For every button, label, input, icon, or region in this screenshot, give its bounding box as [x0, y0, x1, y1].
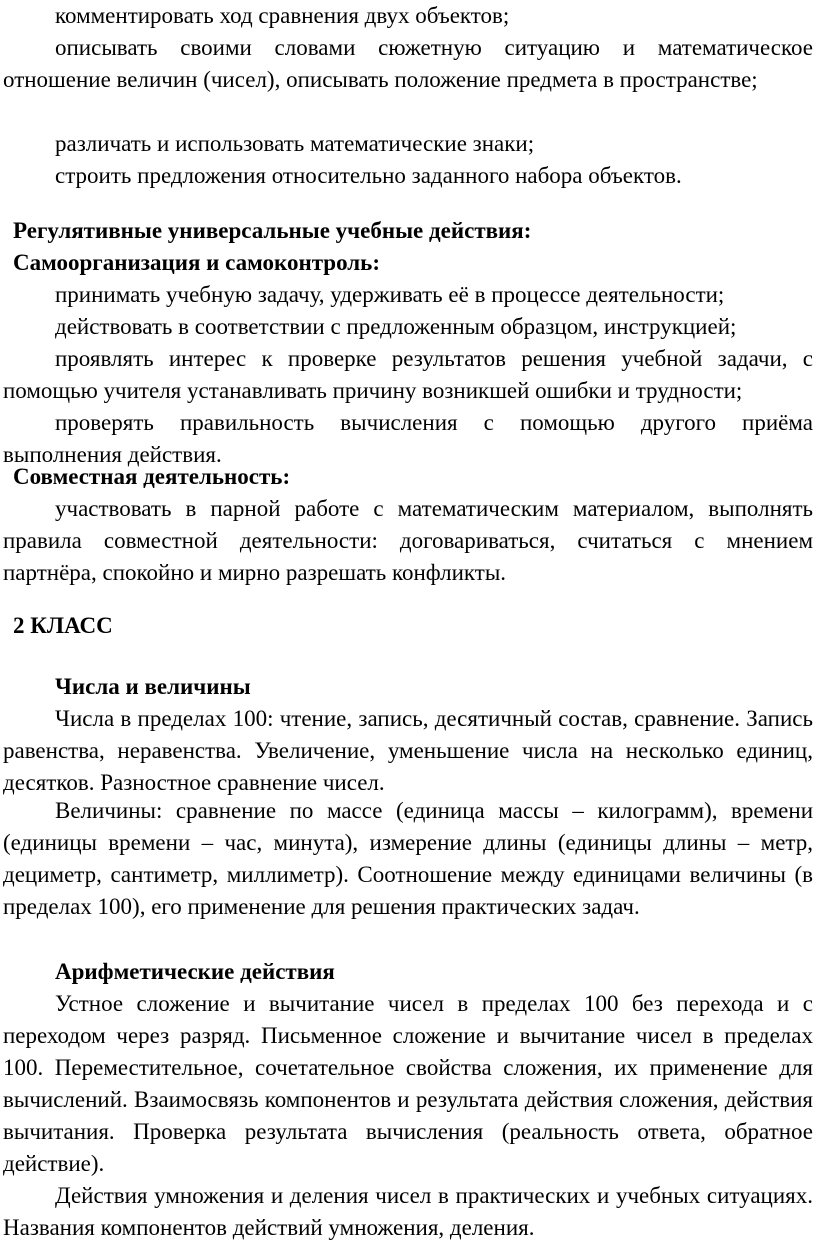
paragraph: Действия умножения и деления чисел в практических и учебных ситуациях. Названия компонентов действий умножения, деления. — [3, 1183, 813, 1240]
section-heading-arithmetic: Арифметические действия — [55, 959, 335, 984]
paragraph: проявлять интерес к проверке результатов решения учебной задачи, с помощью учителя устанавливать причину возникшей ошибки и трудности; — [3, 346, 813, 403]
section-heading-numbers: Числа и величины — [55, 674, 251, 699]
list-item: строить предложения относительно заданного набора объектов. — [55, 163, 682, 188]
paragraph: Устное сложение и вычитание чисел в пределах 100 без перехода и с переходом через разряд. Письменное сложение и вычитание чисел в пределах 100. Переместительное, сочетательное свойства сложения, их применение для вычислений. Взаимосвязь компонентов и результата действия сложения, действия вычитания. Проверка результата вычисления (реальность ответа, обратное действие). — [3, 991, 813, 1176]
list-item: комментировать ход сравнения двух объектов; — [55, 3, 510, 28]
grade-heading: 2 КЛАСС — [13, 613, 113, 638]
paragraph: проверять правильность вычисления с помощью другого приёма выполнения действия. — [3, 410, 813, 467]
subsection-heading-self-organization: Самоорганизация и самоконтроль: — [13, 250, 381, 275]
section-heading-regulative: Регулятивные универсальные учебные действия: — [13, 218, 532, 243]
paragraph: Величины: сравнение по массе (единица массы – килограмм), времени (единицы времени – час, минута), измерение длины (единицы длины – метр, дециметр, сантиметр, миллиметр). Соотношение между единицами величины (в пределах 100), его применение для решения практических задач. — [3, 798, 813, 919]
paragraph: Числа в пределах 100: чтение, запись, десятичный состав, сравнение. Запись равенства, неравенства. Увеличение, уменьшение числа на несколько единиц, десятков. Разностное сравнение чисел. — [3, 706, 813, 795]
paragraph: участвовать в парной работе с математическим материалом, выполнять правила совместной деятельности: договариваться, считаться с мнением партнёра, спокойно и мирно разрешать конфликты. — [3, 496, 813, 585]
subsection-heading-joint-activity: Совместная деятельность: — [13, 464, 291, 489]
list-item: различать и использовать математические знаки; — [55, 131, 535, 156]
list-item: действовать в соответствии с предложенным образцом, инструкцией; — [55, 314, 737, 339]
paragraph: описывать своими словами сюжетную ситуацию и математическое отношение величин (чисел), описывать положение предмета в пространстве; — [3, 35, 813, 92]
list-item: принимать учебную задачу, удерживать её в процессе деятельности; — [55, 282, 725, 307]
